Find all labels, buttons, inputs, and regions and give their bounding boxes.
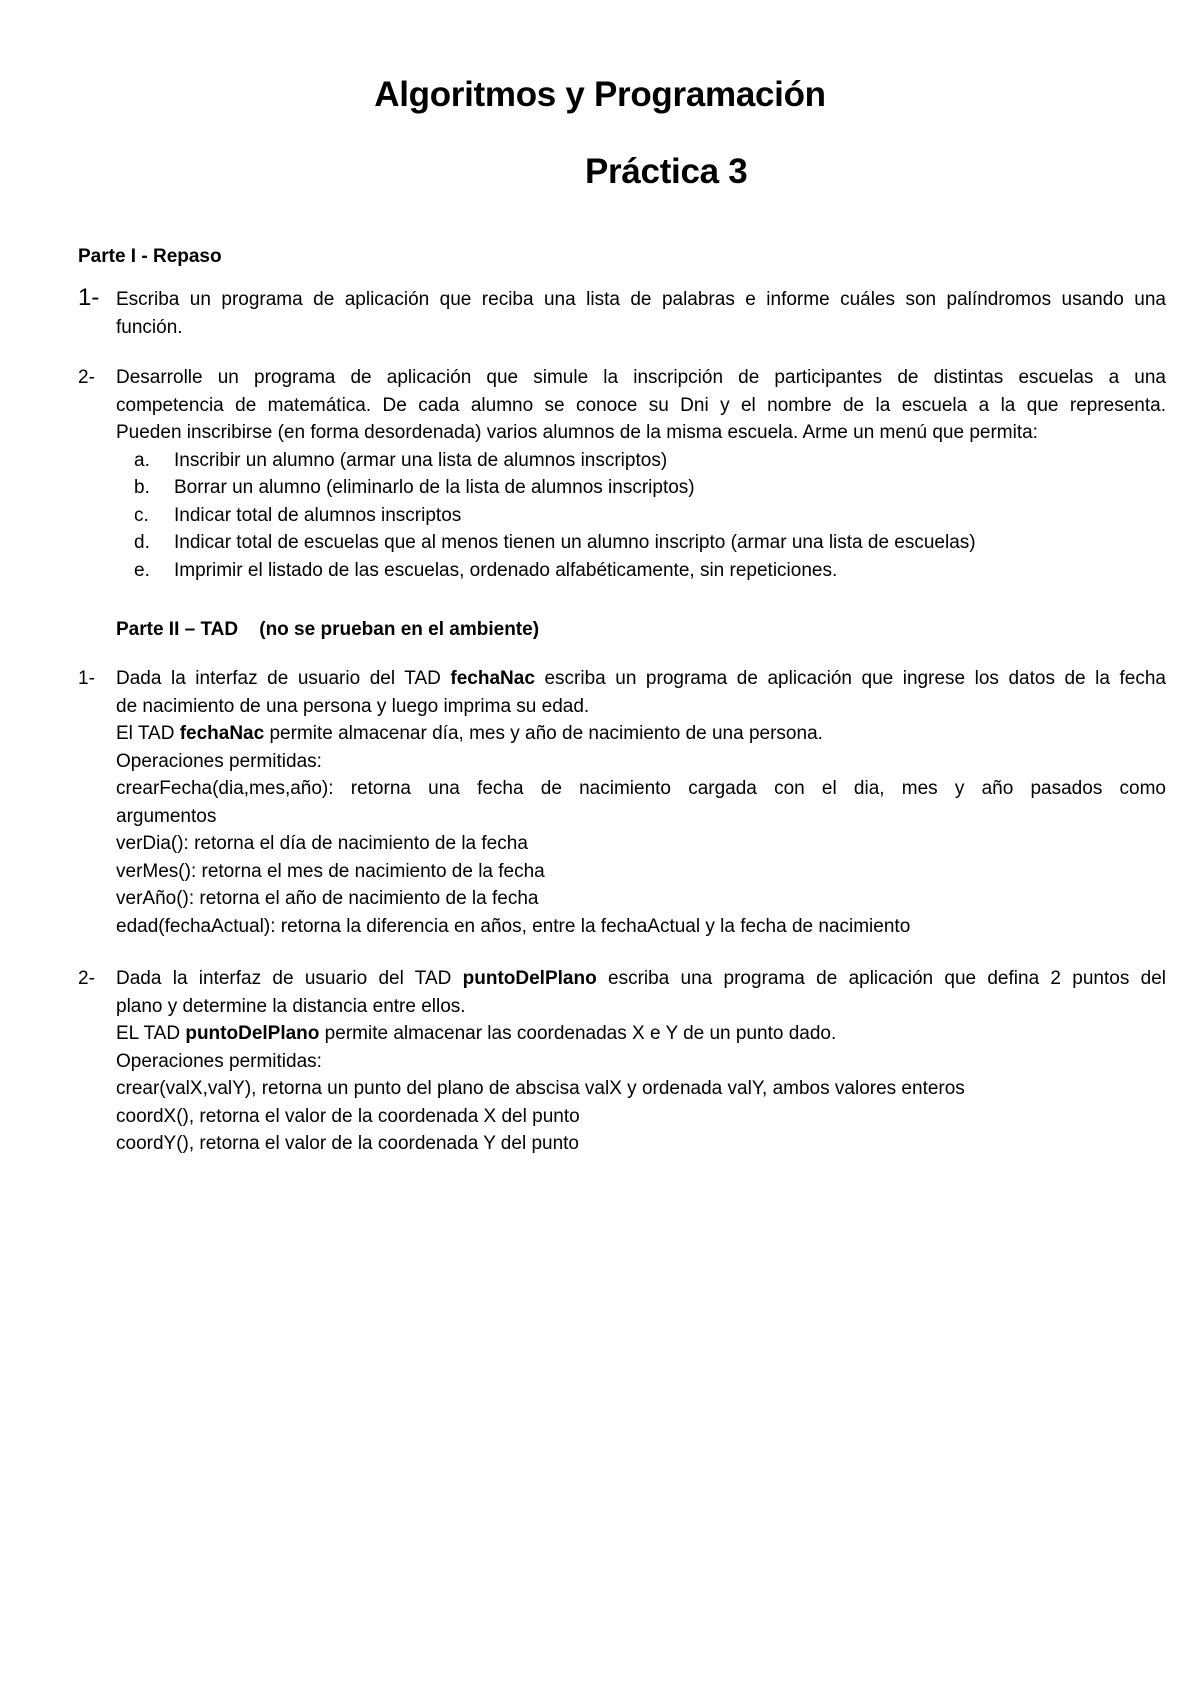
exercise-text-line: plano y determine la distancia entre ellos. xyxy=(116,995,466,1017)
exercise-text-line: competencia de matemática. De cada alumno se conoce su Dni y el nombre de la escuela a la que representa. xyxy=(116,394,1166,416)
list-item xyxy=(110,502,1166,530)
operation-line: coordX(), retorna el valor de la coordenada X del punto xyxy=(116,1105,580,1127)
item-text: Indicar total de alumnos inscriptos xyxy=(174,504,462,526)
tad-name: fechaNac xyxy=(179,723,265,744)
operations-label: Operaciones permitidas: xyxy=(116,1050,322,1072)
operation-line: verMes(): retorna el mes de nacimiento de la fecha xyxy=(116,860,545,882)
operation-line: coordY(), retorna el valor de la coordenada Y del punto xyxy=(116,1133,579,1154)
item-letter: b. xyxy=(134,477,150,498)
list-item xyxy=(110,447,1166,475)
tad-name: puntoDelPlano xyxy=(185,1023,320,1044)
part2-heading: Parte II – TAD (no se prueban en el ambiente) xyxy=(116,619,540,640)
exercise-text-line: EL TAD puntoDelPlano permite almacenar las coordenadas X e Y de un punto dado. xyxy=(116,1023,837,1044)
exercise-number: 2- xyxy=(78,367,95,388)
item-text: Imprimir el listado de las escuelas, ordenado alfabéticamente, sin repeticiones. xyxy=(174,559,838,581)
operations-label: Operaciones permitidas: xyxy=(116,750,322,772)
item-text: Inscribir un alumno (armar una lista de alumnos inscriptos) xyxy=(174,449,668,471)
exercise-number: 1- xyxy=(78,284,100,311)
item-letter: a. xyxy=(134,449,150,471)
item-text: Indicar total de escuelas que al menos tienen un alumno inscripto (armar una lista de escuelas) xyxy=(174,532,976,553)
part1-exercise-1 xyxy=(78,286,1166,341)
operation-line: edad(fechaActual): retorna la diferencia en años, entre la fechaActual y la fecha de nacimiento xyxy=(116,915,911,937)
operation-line: crearFecha(dia,mes,año): retorna una fecha de nacimiento cargada con el dia, mes y año pasados como xyxy=(116,778,1166,799)
exercise-text-line: de nacimiento de una persona y luego imprima su edad. xyxy=(116,695,590,717)
document-title: Algoritmos y Programación xyxy=(374,75,826,114)
menu-options-list xyxy=(116,447,1166,585)
operation-line: argumentos xyxy=(116,805,217,827)
operation-line: crear(valX,valY), retorna un punto del plano de abscisa valX y ordenada valY, ambos valores enteros xyxy=(116,1078,965,1099)
exercise-text-line: Escriba un programa de aplicación que reciba una lista de palabras e informe cuáles son palíndromos usando una xyxy=(116,289,1166,310)
operation-line: verAño(): retorna el año de nacimiento de la fecha xyxy=(116,888,539,909)
part1-exercise-2 xyxy=(78,364,1166,584)
list-item xyxy=(110,557,1166,585)
exercise-text-line: Desarrolle un programa de aplicación que simule la inscripción de participantes de distintas escuelas a una xyxy=(116,367,1166,388)
exercise-text-line: Pueden inscribirse (en forma desordenada) varios alumnos de la misma escuela. Arme un menú que permita: xyxy=(116,422,1038,443)
tad-name: fechaNac xyxy=(450,668,535,689)
item-letter: d. xyxy=(134,532,150,553)
item-letter: c. xyxy=(134,504,149,526)
exercise-number: 1- xyxy=(78,668,95,689)
exercise-text-line: Dada la interfaz de usuario del TAD fechaNac escriba un programa de aplicación que ingrese los datos de la fecha xyxy=(116,668,1166,689)
list-item xyxy=(110,474,1166,502)
item-text: Borrar un alumno (eliminarlo de la lista de alumnos inscriptos) xyxy=(174,477,695,498)
exercise-number: 2- xyxy=(78,968,95,989)
part1-heading: Parte I - Repaso xyxy=(78,246,222,267)
exercise-text-line: función. xyxy=(116,316,183,338)
item-letter: e. xyxy=(134,559,150,581)
part2-exercise-1 xyxy=(78,665,1166,940)
list-item xyxy=(110,529,1166,557)
tad-name: puntoDelPlano xyxy=(462,968,597,989)
exercise-text-line: Dada la interfaz de usuario del TAD puntoDelPlano escriba una programa de aplicación que defina 2 puntos del xyxy=(116,968,1166,989)
operation-line: verDia(): retorna el día de nacimiento de la fecha xyxy=(116,833,528,854)
part2-exercise-2 xyxy=(78,965,1166,1158)
document-subtitle: Práctica 3 xyxy=(585,152,748,191)
exercise-text-line: El TAD fechaNac permite almacenar día, mes y año de nacimiento de una persona. xyxy=(116,723,823,744)
